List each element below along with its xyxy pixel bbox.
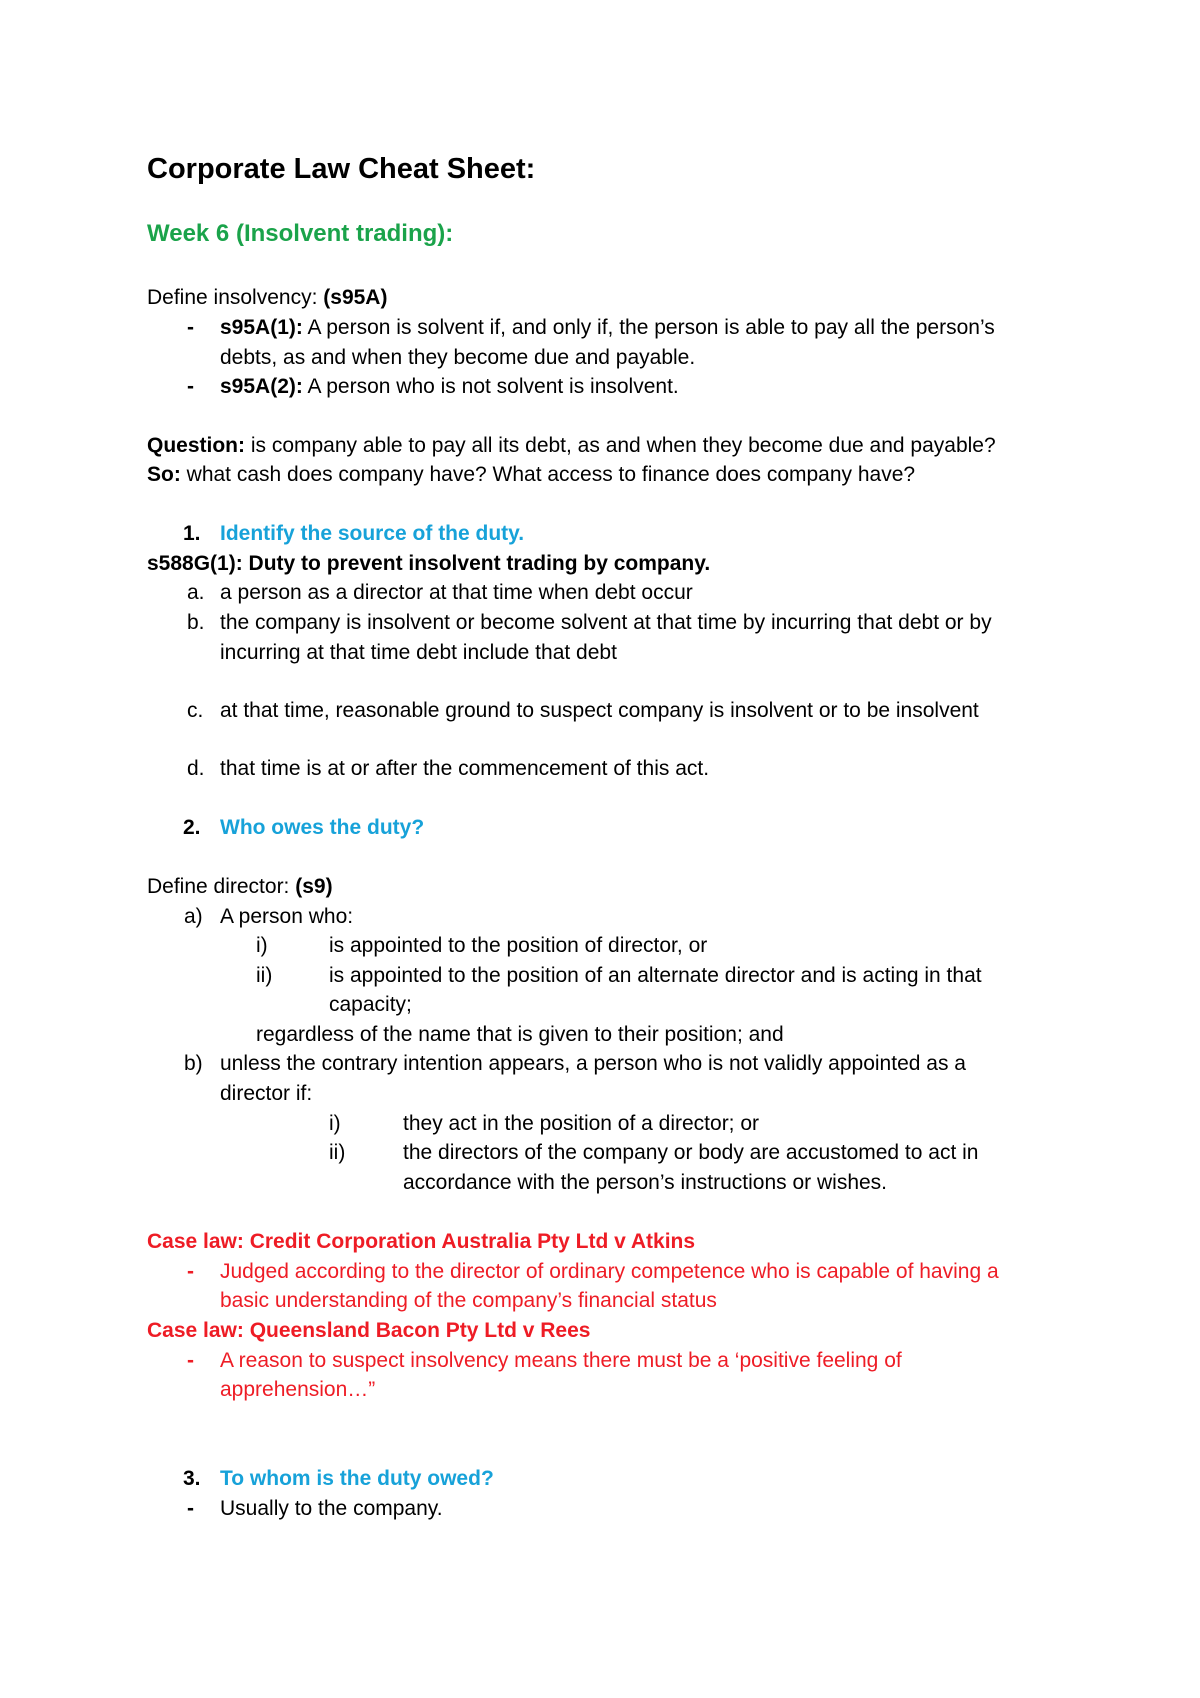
question-line	[147, 435, 996, 456]
list-marker: ii)	[329, 1141, 346, 1164]
s95a1-text-cont: debts, as and when they become due and payable.	[220, 346, 696, 369]
s588g-heading: s588G(1): Duty to prevent insolvent trading by company.	[147, 552, 711, 575]
step2-number: 2.	[183, 816, 201, 839]
so-label: So:	[147, 463, 181, 486]
director-item-a: A person who:	[220, 905, 354, 928]
director-item-a-i: is appointed to the position of director, or	[329, 934, 708, 957]
list-marker: c.	[187, 699, 204, 722]
s588g-item-b: the company is insolvent or become solvent at that time by incurring that debt or by	[220, 611, 992, 634]
s95a2-line	[220, 376, 679, 397]
list-marker: d.	[187, 757, 205, 780]
s95a1-line	[220, 317, 995, 338]
define-insolvency-ref: (s95A)	[323, 286, 388, 309]
bullet-dash: -	[187, 375, 194, 398]
s588g-item-c: at that time, reasonable ground to suspect company is insolvent or to be insolvent	[220, 699, 979, 722]
s588g-item-d: that time is at or after the commencement of this act.	[220, 757, 710, 780]
so-text: what cash does company have? What access to finance does company have?	[180, 463, 916, 486]
s95a1-ref: s95A(1):	[220, 316, 303, 339]
bullet-dash: -	[187, 316, 194, 339]
list-marker: b.	[187, 611, 205, 634]
director-item-b-cont: director if:	[220, 1082, 313, 1105]
step1-number: 1.	[183, 522, 201, 545]
case-law-text: Judged according to the director of ordinary competence who is capable of having a	[220, 1260, 999, 1283]
list-marker: a)	[184, 905, 203, 928]
week-heading: Week 6 (Insolvent trading):	[147, 220, 454, 247]
s95a1-text: A person is solvent if, and only if, the person is able to pay all the person’s	[302, 316, 995, 339]
question-label: Question:	[147, 434, 245, 457]
define-insolvency-label: Define insolvency:	[147, 286, 324, 309]
s588g-item-b-cont: incurring at that time debt include that debt	[220, 641, 617, 664]
bullet-dash: -	[187, 1260, 194, 1283]
director-item-b-i: they act in the position of a director; or	[403, 1112, 760, 1135]
define-insolvency-line	[147, 287, 387, 308]
step3-heading: To whom is the duty owed?	[220, 1467, 494, 1490]
case-law-text-cont: apprehension…”	[220, 1378, 376, 1401]
director-item-a-ii: is appointed to the position of an alternate director and is acting in that	[329, 964, 982, 987]
case-law-heading: Case law: Credit Corporation Australia Pty Ltd v Atkins	[147, 1230, 696, 1253]
director-item-b-ii: the directors of the company or body are accustomed to act in	[403, 1141, 979, 1164]
list-marker: ii)	[256, 964, 273, 987]
director-item-b-ii-cont: accordance with the person’s instructions or wishes.	[403, 1171, 888, 1194]
bullet-dash: -	[187, 1497, 194, 1520]
case-law-text: A reason to suspect insolvency means there must be a ‘positive feeling of	[220, 1349, 902, 1372]
list-marker: i)	[329, 1112, 341, 1135]
case-law-text-cont: basic understanding of the company’s financial status	[220, 1289, 717, 1312]
duty-owed-text: Usually to the company.	[220, 1497, 443, 1520]
define-director-label: Define director:	[147, 875, 296, 898]
question-text: is company able to pay all its debt, as and when they become due and payable?	[245, 434, 996, 457]
step1-heading: Identify the source of the duty.	[220, 522, 525, 545]
case-law-heading: Case law: Queensland Bacon Pty Ltd v Rees	[147, 1319, 591, 1342]
step2-heading: Who owes the duty?	[220, 816, 425, 839]
bullet-dash: -	[187, 1349, 194, 1372]
define-director-ref: (s9)	[295, 875, 333, 898]
define-director-line	[147, 876, 333, 897]
step3-number: 3.	[183, 1467, 201, 1490]
so-line	[147, 464, 915, 485]
list-marker: a.	[187, 581, 205, 604]
director-item-a-ii-cont: capacity;	[329, 993, 412, 1016]
list-marker: b)	[184, 1052, 203, 1075]
s95a2-ref: s95A(2):	[220, 375, 303, 398]
page-title: Corporate Law Cheat Sheet:	[147, 153, 536, 185]
s95a2-text: A person who is not solvent is insolvent.	[302, 375, 679, 398]
list-marker: i)	[256, 934, 268, 957]
s588g-item-a: a person as a director at that time when debt occur	[220, 581, 693, 604]
director-regardless: regardless of the name that is given to their position; and	[256, 1023, 784, 1046]
director-item-b: unless the contrary intention appears, a person who is not validly appointed as a	[220, 1052, 966, 1075]
